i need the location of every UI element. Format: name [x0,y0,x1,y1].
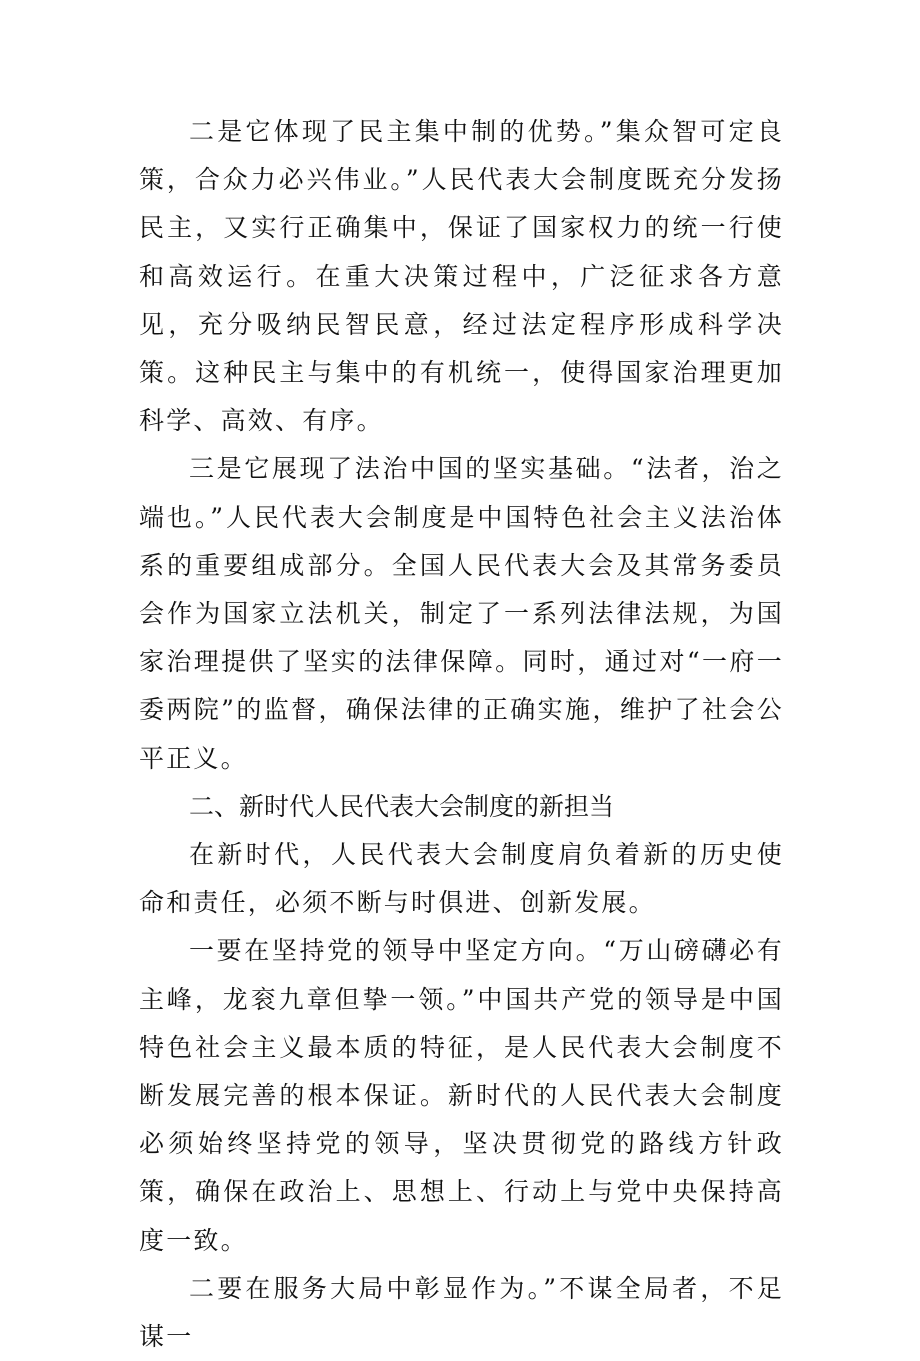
document-body [139,108,784,1361]
paragraph-rule-of-law: 三是它展现了法治中国的坚实基础。“法者，治之端也。”人民代表大会制度是中国特色社会主义法治体系的重要组成部分。全国人民代表大会及其常务委员会作为国家立法机关，制定了一系列法律法规，为国家治理提供了坚实的法律保障。同时，通过对“一府一委两院”的监督，确保法律的正确实施，维护了社会公平正义。 [139,454,784,773]
paragraph-democratic-centralism: 二是它体现了民主集中制的优势。”集众智可定良策，合众力必兴伟业。”人民代表大会制度既充分发扬民主，又实行正确集中，保证了国家权力的统一行使和高效运行。在重大决策过程中，广泛征求各方意见，充分吸纳民智民意，经过法定程序形成科学决策。这种民主与集中的有机统一，使得国家治理更加科学、高效、有序。 [139,117,784,436]
section-heading: 二、新时代人民代表大会制度的新担当 [189,791,615,821]
paragraph-serve-overall: 二要在服务大局中彰显作为。”不谋全局者，不足谋一 [139,1273,784,1352]
paragraph-new-era-intro: 在新时代，人民代表大会制度肩负着新的历史使命和责任，必须不断与时俱进、创新发展。 [139,840,784,918]
paragraph-party-leadership: 一要在坚持党的领导中坚定方向。“万山磅礴必有主峰，龙衮九章但挚一领。”中国共产党的领导是中国特色社会主义最本质的特征，是人民代表大会制度不断发展完善的根本保证。新时代的人民代表大会制度必须始终坚持党的领导，坚决贯彻党的路线方针政策，确保在政治上、思想上、行动上与党中央保持高度一致。 [139,936,784,1255]
